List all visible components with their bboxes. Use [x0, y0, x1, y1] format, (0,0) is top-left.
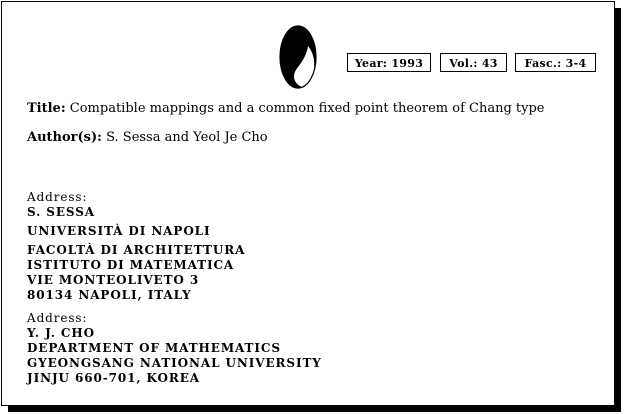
address-block-sessa: [27, 190, 245, 303]
address-line: 80134 NAPOLI, ITALY: [27, 288, 192, 302]
address-line: GYEONGSANG NATIONAL UNIVERSITY: [27, 356, 322, 370]
journal-logo-icon: [278, 24, 318, 90]
volume-badge: Vol.: 43: [440, 53, 507, 72]
address-label: Address:: [27, 311, 88, 325]
title-label: Title:: [27, 101, 66, 116]
address-line: DEPARTMENT OF MATHEMATICS: [27, 341, 281, 355]
fascicle-badge: Fasc.: 3-4: [515, 53, 596, 72]
authors-row: [27, 130, 268, 145]
year-badge: Year: 1993: [347, 53, 431, 72]
paper-title: Compatible mappings and a common fixed point theorem of Chang type: [69, 101, 545, 116]
address-line: VIE MONTEOLIVETO 3: [27, 273, 200, 287]
address-line: ISTITUTO DI MATEMATICA: [27, 258, 235, 272]
address-line: FACOLTÀ DI ARCHITETTURA: [27, 243, 246, 257]
address-line: UNIVERSITÀ DI NAPOLI: [27, 224, 211, 238]
address-block-cho: [27, 311, 322, 386]
address-line: S. SESSA: [27, 205, 95, 219]
address-line: Y. J. CHO: [27, 326, 95, 340]
address-line: JINJU 660-701, KOREA: [27, 371, 201, 385]
authors-label: Author(s):: [27, 130, 102, 145]
card-shadow-right: [614, 8, 621, 412]
address-label: Address:: [27, 190, 88, 204]
card-shadow-bottom: [8, 405, 621, 412]
title-row: [27, 101, 545, 116]
paper-authors: S. Sessa and Yeol Je Cho: [106, 130, 268, 145]
